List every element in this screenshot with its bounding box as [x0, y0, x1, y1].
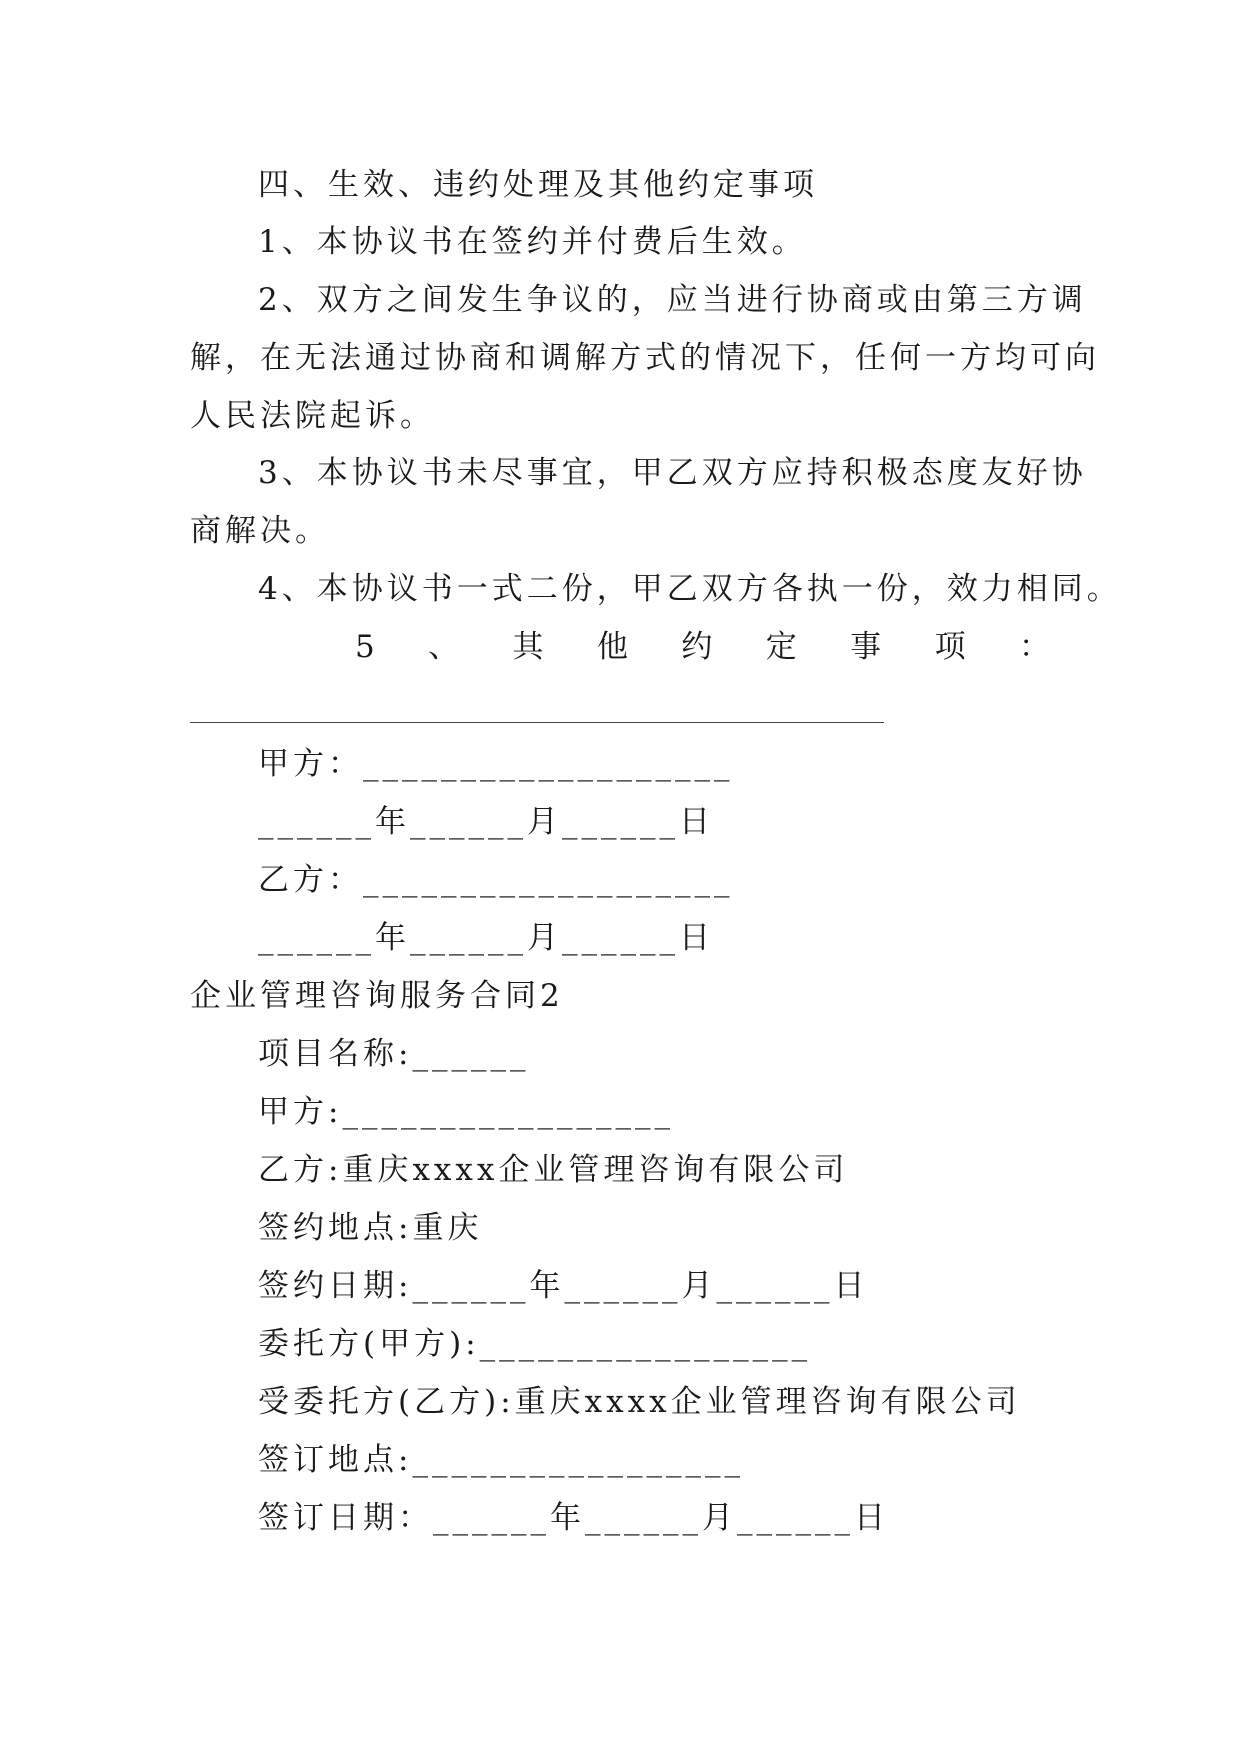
party-a-signature: 甲方：___________________ [258, 746, 734, 782]
clause-5-char: 事 [850, 629, 882, 665]
client-party: 委托方(甲方):_________________ [258, 1326, 812, 1362]
clause-2-line-2: 解，在无法通过协商和调解方式的情况下，任何一方均可向 [190, 340, 1100, 376]
clause-5-char: 他 [596, 629, 628, 665]
section-heading: 四、生效、违约处理及其他约定事项 [258, 167, 818, 203]
signing-place: 签订地点:_________________ [258, 1442, 744, 1478]
clause-5-char: 定 [765, 629, 797, 665]
project-name: 项目名称:______ [258, 1036, 530, 1072]
contractor-party: 受委托方(乙方):重庆xxxx企业管理咨询有限公司 [258, 1384, 1021, 1420]
contract-2-title: 企业管理咨询服务合同2 [190, 978, 564, 1014]
clause-5-char: 5 [355, 629, 375, 665]
contract-2-party-a: 甲方:_________________ [258, 1094, 674, 1130]
clause-2-line-3: 人民法院起诉。 [190, 398, 435, 434]
party-b-signature: 乙方：___________________ [258, 862, 734, 898]
clause-2-line-1: 2、双方之间发生争议的，应当进行协商或由第三方调 [258, 282, 1087, 318]
sign-date: 签约日期:______年______月______日 [258, 1268, 869, 1304]
clause-5-heading [190, 627, 1050, 667]
clause-5-char: 项 [934, 629, 966, 665]
signing-date: 签订日期：______年______月______日 [258, 1500, 889, 1536]
clause-5-char: 约 [681, 629, 713, 665]
clause-3-line-1: 3、本协议书未尽事宜，甲乙双方应持积极态度友好协 [258, 455, 1087, 491]
party-a-date: ______年______月______日 [258, 804, 714, 840]
clause-5-char: 其 [512, 629, 544, 665]
clause-4: 4、本协议书一式二份，甲乙双方各执一份，效力相同。 [258, 571, 1122, 607]
party-b-date: ______年______月______日 [258, 920, 714, 956]
clause-5-blank-line [190, 722, 884, 723]
clause-5-char: ： [1018, 629, 1050, 665]
clause-3-line-2: 商解决。 [190, 513, 330, 549]
contract-2-party-b: 乙方:重庆xxxx企业管理咨询有限公司 [258, 1152, 849, 1188]
clause-5-char: 、 [428, 629, 460, 665]
sign-place: 签约地点:重庆 [258, 1210, 483, 1246]
clause-1: 1、本协议书在签约并付费后生效。 [258, 224, 807, 260]
